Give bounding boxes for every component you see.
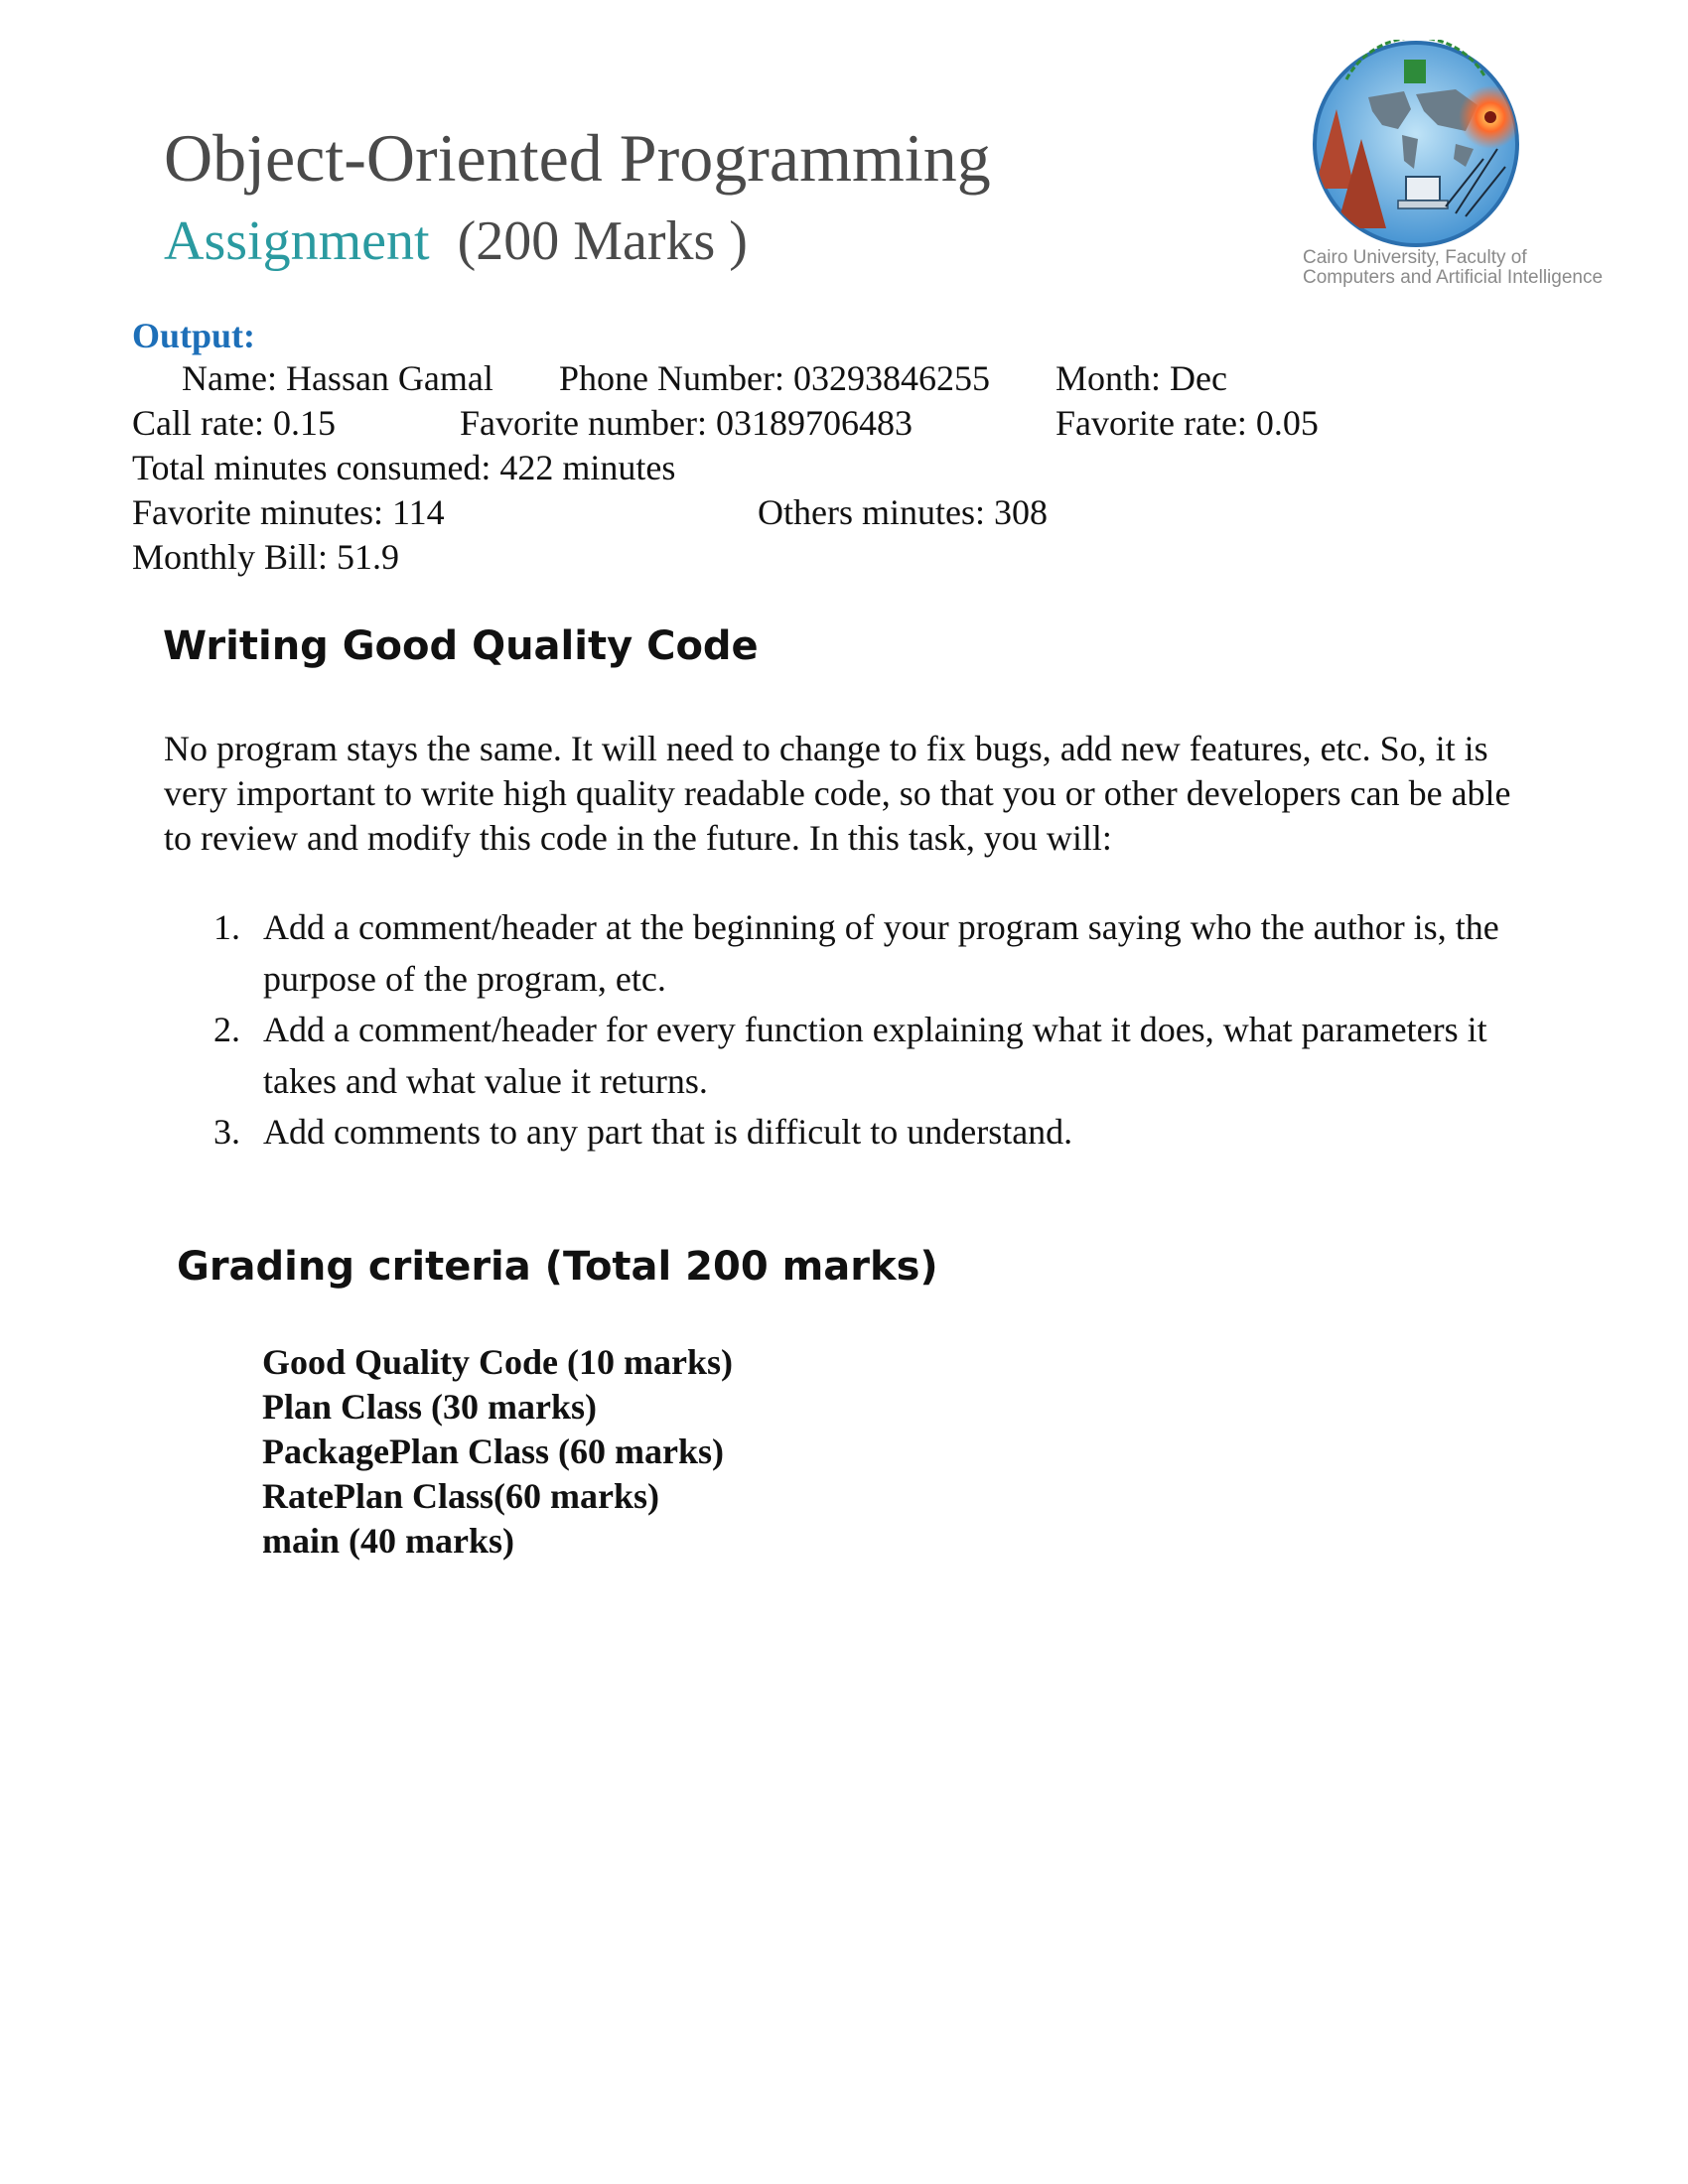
list-item bbox=[204, 1004, 1524, 1107]
list-item-number: 2. bbox=[213, 1010, 240, 1049]
list-item bbox=[204, 1106, 1524, 1158]
grading-item: Good Quality Code (10 marks) bbox=[262, 1342, 734, 1382]
output-month: Month: Dec bbox=[1055, 358, 1227, 398]
document-subtitle bbox=[164, 210, 748, 272]
logo-caption bbox=[1303, 248, 1630, 290]
logo-caption-line1: Cairo University, Faculty of bbox=[1303, 248, 1527, 268]
list-item bbox=[204, 901, 1524, 1005]
grading-heading: Grading criteria (Total 200 marks) bbox=[177, 1244, 938, 1290]
output-phone: Phone Number: 03293846255 bbox=[559, 358, 990, 398]
logo-caption-line2: Computers and Artificial Intelligence bbox=[1303, 267, 1604, 288]
output-call-rate: Call rate: 0.15 bbox=[132, 403, 336, 443]
document-title: Object-Oriented Programming bbox=[164, 120, 991, 196]
list-item-number: 1. bbox=[213, 907, 240, 947]
output-monthly-bill: Monthly Bill: 51.9 bbox=[132, 537, 400, 577]
output-name: Name: Hassan Gamal bbox=[182, 358, 493, 398]
quality-paragraph: No program stays the same. It will need to change to fix bugs, add new features, etc. So, it is very important to write high quality readable code, so that you or other developers can be able to review and modify this code in the future. In this task, you will: bbox=[164, 729, 1511, 858]
grading-item: RatePlan Class(60 marks) bbox=[262, 1476, 659, 1516]
output-total-minutes: Total minutes consumed: 422 minutes bbox=[132, 448, 676, 487]
output-label: Output: bbox=[132, 316, 256, 355]
grading-item: Plan Class (30 marks) bbox=[262, 1387, 598, 1427]
list-item-number: 3. bbox=[213, 1112, 240, 1152]
output-others-minutes: Others minutes: 308 bbox=[758, 492, 1048, 532]
output-favorite-number: Favorite number: 03189706483 bbox=[460, 403, 913, 443]
grading-item: main (40 marks) bbox=[262, 1521, 514, 1561]
subtitle-marks: (200 Marks ) bbox=[457, 210, 748, 272]
grading-item: PackagePlan Class (60 marks) bbox=[262, 1432, 724, 1471]
list-item-text: Add a comment/header at the beginning of your program saying who the author is, the purpose of the program, etc. bbox=[263, 907, 1499, 999]
quality-list bbox=[204, 901, 1524, 1157]
grading-list bbox=[262, 1340, 733, 1564]
list-item-text: Add a comment/header for every function explaining what it does, what parameters it takes and what value it returns. bbox=[263, 1010, 1487, 1101]
output-favorite-rate: Favorite rate: 0.05 bbox=[1055, 403, 1319, 443]
subtitle-assignment: Assignment bbox=[164, 210, 430, 272]
list-item-text: Add comments to any part that is difficult to understand. bbox=[263, 1112, 1073, 1152]
cairo-university-fcai-logo-icon bbox=[1307, 40, 1525, 248]
quality-heading: Writing Good Quality Code bbox=[163, 623, 759, 669]
output-favorite-minutes: Favorite minutes: 114 bbox=[132, 492, 445, 532]
